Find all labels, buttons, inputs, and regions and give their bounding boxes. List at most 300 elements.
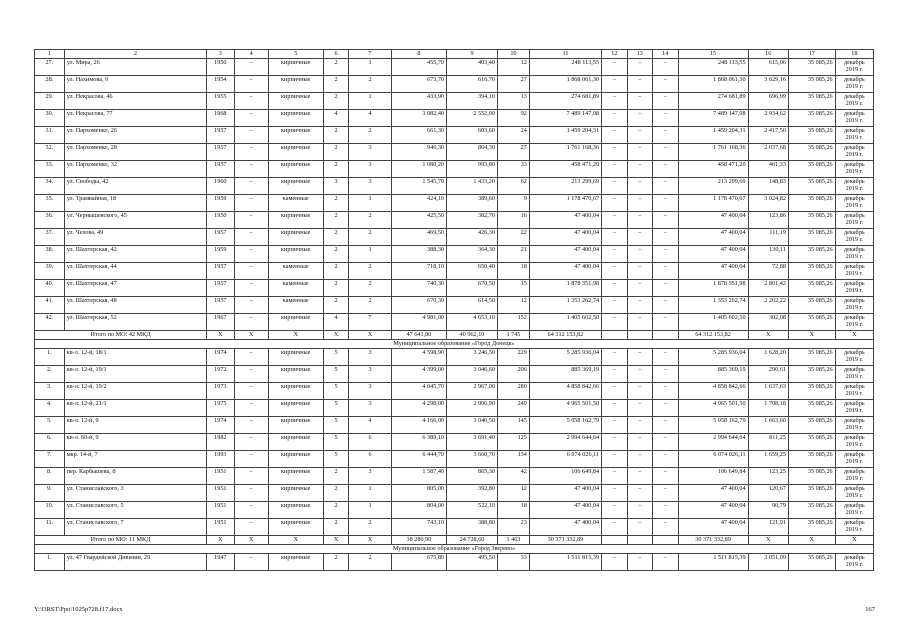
total-row bbox=[35, 536, 874, 545]
table-cell: 2 994 644,64 bbox=[529, 434, 601, 451]
table-row bbox=[35, 161, 874, 178]
table-cell: 1974 bbox=[207, 349, 235, 366]
municipality-heading: Муниципальное образование «Город Донецк» bbox=[35, 340, 874, 349]
table-cell: 148,83 bbox=[748, 178, 788, 195]
table-cell: 35. bbox=[35, 195, 65, 212]
table-cell: 7. bbox=[35, 451, 65, 468]
table-cell: кирпичные bbox=[268, 76, 323, 93]
table-cell: – bbox=[234, 383, 268, 400]
table-cell: – bbox=[653, 485, 678, 502]
table-cell: 47 400,04 bbox=[529, 246, 601, 263]
table-cell: 29. bbox=[35, 93, 65, 110]
table-cell: 1 bbox=[349, 502, 391, 519]
table-cell: 1947 bbox=[207, 554, 235, 571]
table-cell: – bbox=[653, 383, 678, 400]
table-cell: 495,50 bbox=[447, 554, 498, 571]
table-cell: – bbox=[234, 366, 268, 383]
table-cell: кирпичные bbox=[268, 59, 323, 76]
table-cell: ул. Шахтерская, 44 bbox=[64, 263, 206, 280]
table-cell: 2 bbox=[349, 263, 391, 280]
table-cell: 3 bbox=[349, 366, 391, 383]
table-cell: 1950 bbox=[207, 212, 235, 229]
table-cell: 1957 bbox=[207, 144, 235, 161]
table-cell: кирпичные bbox=[268, 383, 323, 400]
table-cell: – bbox=[653, 161, 678, 178]
table-cell: – bbox=[627, 93, 652, 110]
total-cell bbox=[602, 331, 627, 340]
table-cell: 4 981,00 bbox=[391, 314, 446, 331]
table-row bbox=[35, 366, 874, 383]
table-cell: 2 bbox=[323, 263, 348, 280]
table-cell: 35 085,26 bbox=[788, 451, 835, 468]
table-cell: 6 389,10 bbox=[391, 434, 446, 451]
table-cell: 2 037,68 bbox=[748, 144, 788, 161]
table-cell: 1 587,40 bbox=[391, 468, 446, 485]
table-cell: 47 400,04 bbox=[529, 212, 601, 229]
table-cell: кв-л. 60-й, 9 bbox=[64, 434, 206, 451]
table-cell: 248 113,55 bbox=[529, 59, 601, 76]
table-cell: – bbox=[602, 263, 627, 280]
table-cell: 615,06 bbox=[748, 59, 788, 76]
table-cell: 2 bbox=[349, 229, 391, 246]
table-cell: 12 bbox=[497, 485, 529, 502]
table-cell: – bbox=[653, 212, 678, 229]
table-cell: кирпичные bbox=[268, 144, 323, 161]
table-cell: 1 405 602,50 bbox=[678, 314, 748, 331]
table-cell: ул. Пархоменко, 28 bbox=[64, 144, 206, 161]
table-cell: 16 bbox=[497, 212, 529, 229]
table-cell: 2 bbox=[349, 519, 391, 536]
table-cell: – bbox=[602, 434, 627, 451]
table-cell: 35 085,26 bbox=[788, 263, 835, 280]
table-cell: 1982 bbox=[207, 434, 235, 451]
table-cell: декабрь 2019 г. bbox=[835, 400, 873, 417]
table-cell: 47 400,04 bbox=[678, 246, 748, 263]
table-cell: 6. bbox=[35, 434, 65, 451]
table-cell: декабрь 2019 г. bbox=[835, 383, 873, 400]
table-cell: – bbox=[627, 110, 652, 127]
table-cell: 673,70 bbox=[391, 76, 446, 93]
table-cell: ул. 47 Гвардейской Дивизии, 29 bbox=[64, 554, 206, 571]
table-cell: ул. Пархоменко, 26 bbox=[64, 127, 206, 144]
total-cell: X bbox=[349, 536, 391, 545]
table-row bbox=[35, 195, 874, 212]
table-cell: 1 545,70 bbox=[391, 178, 446, 195]
table-cell: ул. Пархоменко, 32 bbox=[64, 161, 206, 178]
table-cell: – bbox=[627, 144, 652, 161]
table-cell: – bbox=[627, 366, 652, 383]
table-cell: 388,30 bbox=[391, 246, 446, 263]
table-cell: – bbox=[234, 212, 268, 229]
municipality-heading-row bbox=[35, 340, 874, 349]
table-cell: кв-л. 12-й, 21/1 bbox=[64, 400, 206, 417]
document-page bbox=[34, 49, 874, 571]
table-cell: 1975 bbox=[207, 400, 235, 417]
table-cell: 426,30 bbox=[447, 229, 498, 246]
table-cell: 469,50 bbox=[391, 229, 446, 246]
table-row bbox=[35, 451, 874, 468]
table-cell: – bbox=[653, 144, 678, 161]
table-cell: декабрь 2019 г. bbox=[835, 76, 873, 93]
table-cell: – bbox=[234, 246, 268, 263]
table-cell: – bbox=[602, 93, 627, 110]
table-cell: 280 bbox=[497, 383, 529, 400]
table-cell: 229 bbox=[497, 349, 529, 366]
table-cell: кирпичные bbox=[268, 127, 323, 144]
table-cell: 47 400,04 bbox=[529, 229, 601, 246]
table-cell: 946,30 bbox=[391, 144, 446, 161]
table-cell: 1993 bbox=[207, 451, 235, 468]
table-cell: декабрь 2019 г. bbox=[835, 554, 873, 571]
table-row bbox=[35, 229, 874, 246]
table-row bbox=[35, 297, 874, 314]
table-cell: – bbox=[653, 195, 678, 212]
table-cell: 1 353 262,74 bbox=[529, 297, 601, 314]
table-row bbox=[35, 263, 874, 280]
municipality-heading: Муниципальное образование «Город Зверево» bbox=[35, 545, 874, 554]
table-row bbox=[35, 383, 874, 400]
table-cell: 10. bbox=[35, 502, 65, 519]
table-cell: 1 761 168,36 bbox=[529, 144, 601, 161]
table-cell: – bbox=[653, 417, 678, 434]
table-cell: 675,80 bbox=[391, 554, 446, 571]
table-cell: – bbox=[627, 297, 652, 314]
table-cell: декабрь 2019 г. bbox=[835, 144, 873, 161]
table-cell: 2 801,42 bbox=[748, 280, 788, 297]
table-cell: кирпичные bbox=[268, 417, 323, 434]
table-cell: 123,86 bbox=[748, 212, 788, 229]
table-cell: 661,30 bbox=[391, 127, 446, 144]
table-cell: 22 bbox=[497, 229, 529, 246]
table-cell: 35 085,26 bbox=[788, 485, 835, 502]
table-cell: – bbox=[234, 400, 268, 417]
table-cell: 2 bbox=[349, 127, 391, 144]
table-cell: 248 113,55 bbox=[678, 59, 748, 76]
table-cell: 2 bbox=[323, 144, 348, 161]
table-cell: 1. bbox=[35, 349, 65, 366]
table-cell: 106 649,84 bbox=[678, 468, 748, 485]
table-cell: 2 bbox=[349, 76, 391, 93]
table-cell: 5 058 162,79 bbox=[678, 417, 748, 434]
table-cell: – bbox=[602, 554, 627, 571]
table-cell: кирпичные bbox=[268, 349, 323, 366]
table-cell: 1 868 061,30 bbox=[529, 76, 601, 93]
table-cell: 885 369,19 bbox=[678, 366, 748, 383]
table-cell: 616,70 bbox=[447, 76, 498, 93]
total-cell: X bbox=[748, 331, 788, 340]
table-cell: 3 040,50 bbox=[447, 417, 498, 434]
table-cell: 455,70 bbox=[391, 59, 446, 76]
table-cell: – bbox=[653, 314, 678, 331]
table-cell: – bbox=[234, 178, 268, 195]
table-cell: кирпичные bbox=[268, 451, 323, 468]
table-cell: 1 bbox=[349, 246, 391, 263]
total-cell: 64 312 153,82 bbox=[529, 331, 601, 340]
table-cell: 2 bbox=[323, 468, 348, 485]
table-cell: 3 051,09 bbox=[748, 554, 788, 571]
table-cell: 3 bbox=[349, 178, 391, 195]
table-cell: ул. Шахтерская, 42 bbox=[64, 246, 206, 263]
table-cell: – bbox=[627, 468, 652, 485]
table-cell: – bbox=[602, 76, 627, 93]
table-cell: – bbox=[234, 485, 268, 502]
table-cell: 3 bbox=[349, 144, 391, 161]
table-cell: 35 085,26 bbox=[788, 93, 835, 110]
table-cell: – bbox=[627, 229, 652, 246]
table-cell: кирпичные bbox=[268, 434, 323, 451]
total-cell: X bbox=[207, 536, 235, 545]
table-cell: ул. Чехова, 49 bbox=[64, 229, 206, 246]
table-cell: 1 bbox=[349, 195, 391, 212]
total-cell: 38 280,90 bbox=[391, 536, 446, 545]
table-cell: 811,25 bbox=[748, 434, 788, 451]
table-cell: – bbox=[602, 519, 627, 536]
table-cell: – bbox=[602, 280, 627, 297]
table-cell: 424,10 bbox=[391, 195, 446, 212]
table-cell: 2 bbox=[349, 554, 391, 571]
table-cell: декабрь 2019 г. bbox=[835, 485, 873, 502]
table-cell: 5 bbox=[323, 400, 348, 417]
table-cell: 6 444,70 bbox=[391, 451, 446, 468]
table-cell: – bbox=[627, 161, 652, 178]
table-cell: 4 965 501,50 bbox=[678, 400, 748, 417]
table-cell: 993,80 bbox=[447, 161, 498, 178]
table-cell: 670,30 bbox=[391, 297, 446, 314]
table-cell: 5. bbox=[35, 417, 65, 434]
table-cell: 9 bbox=[497, 195, 529, 212]
table-cell: 35 085,26 bbox=[788, 297, 835, 314]
table-cell: 35 085,26 bbox=[788, 554, 835, 571]
table-cell: 6 bbox=[349, 434, 391, 451]
table-cell: 302,08 bbox=[748, 314, 788, 331]
table-cell: кирпичные bbox=[268, 366, 323, 383]
total-cell: X bbox=[835, 536, 873, 545]
table-row bbox=[35, 468, 874, 485]
table-cell: 4 bbox=[349, 110, 391, 127]
table-cell: 2 bbox=[64, 50, 206, 59]
total-cell: X bbox=[788, 331, 835, 340]
total-cell: X bbox=[748, 536, 788, 545]
table-cell: 1973 bbox=[207, 383, 235, 400]
table-cell: 6 bbox=[323, 50, 348, 59]
table-cell: 1 080,20 bbox=[391, 161, 446, 178]
table-cell: 2 bbox=[323, 280, 348, 297]
table-cell: 1968 bbox=[207, 110, 235, 127]
table-cell: – bbox=[653, 400, 678, 417]
table-row bbox=[35, 246, 874, 263]
table-cell: – bbox=[627, 280, 652, 297]
table-cell: – bbox=[653, 468, 678, 485]
table-cell: 4 598,90 bbox=[391, 349, 446, 366]
table-cell: – bbox=[602, 417, 627, 434]
table-cell: 743,10 bbox=[391, 519, 446, 536]
table-cell: 47 400,04 bbox=[678, 263, 748, 280]
table-cell: кирпичные bbox=[268, 212, 323, 229]
table-cell: 382,70 bbox=[447, 212, 498, 229]
table-cell: 433,90 bbox=[391, 93, 446, 110]
table-cell: 38. bbox=[35, 246, 65, 263]
table-cell: 16 bbox=[748, 50, 788, 59]
table-cell: 1 178 470,67 bbox=[529, 195, 601, 212]
total-cell: 1 745 bbox=[497, 331, 529, 340]
table-cell: 4 858 842,66 bbox=[529, 383, 601, 400]
table-cell: 35 085,26 bbox=[788, 519, 835, 536]
table-cell: 1974 bbox=[207, 417, 235, 434]
table-cell: – bbox=[627, 434, 652, 451]
table-cell: 134 bbox=[497, 451, 529, 468]
table-cell: 106 649,84 bbox=[529, 468, 601, 485]
table-cell: 33 bbox=[497, 554, 529, 571]
table-cell: 3 bbox=[349, 161, 391, 178]
table-cell: 3 660,70 bbox=[447, 451, 498, 468]
table-cell: – bbox=[627, 383, 652, 400]
table-cell: 274 681,89 bbox=[678, 93, 748, 110]
table-cell: 23 bbox=[497, 519, 529, 536]
table-cell: 5 bbox=[323, 366, 348, 383]
table-row bbox=[35, 519, 874, 536]
table-row bbox=[35, 93, 874, 110]
table-cell: кв-л. 12-й, 18/1 bbox=[64, 349, 206, 366]
table-cell: – bbox=[653, 366, 678, 383]
table-cell: 3 bbox=[349, 349, 391, 366]
table-cell: 392,80 bbox=[447, 485, 498, 502]
table-cell: 7 489 147,08 bbox=[678, 110, 748, 127]
table-row bbox=[35, 144, 874, 161]
table-cell: 614,50 bbox=[447, 297, 498, 314]
table-cell: 1957 bbox=[207, 161, 235, 178]
table-cell: кирпичные bbox=[268, 502, 323, 519]
table-cell: 2 bbox=[323, 502, 348, 519]
table-cell: 28. bbox=[35, 76, 65, 93]
table-row bbox=[35, 280, 874, 297]
table-cell: 1 353 262,74 bbox=[678, 297, 748, 314]
table-cell: 696,99 bbox=[748, 93, 788, 110]
table-cell: каменные bbox=[268, 280, 323, 297]
table-cell: 2 bbox=[349, 212, 391, 229]
table-cell: 1 878 351,98 bbox=[529, 280, 601, 297]
table-cell: 37. bbox=[35, 229, 65, 246]
table-cell: – bbox=[627, 263, 652, 280]
table-cell: декабрь 2019 г. bbox=[835, 229, 873, 246]
table-cell: – bbox=[653, 280, 678, 297]
table-cell: 15 bbox=[678, 50, 748, 59]
table-cell: 804,00 bbox=[391, 502, 446, 519]
table-cell: – bbox=[653, 76, 678, 93]
table-cell: 35 085,26 bbox=[788, 229, 835, 246]
table-cell: 2 bbox=[349, 280, 391, 297]
table-cell: 2 bbox=[323, 59, 348, 76]
table-cell: – bbox=[653, 519, 678, 536]
table-cell: 111,19 bbox=[748, 229, 788, 246]
total-cell: X bbox=[788, 536, 835, 545]
total-cell: 47 641,80 bbox=[391, 331, 446, 340]
table-cell: 2 bbox=[323, 212, 348, 229]
table-cell: – bbox=[234, 519, 268, 536]
table-cell: – bbox=[234, 468, 268, 485]
total-cell: 1 463 bbox=[497, 536, 529, 545]
table-cell: кирпичные bbox=[268, 314, 323, 331]
table-cell: кв-л. 12-й, 19/1 bbox=[64, 366, 206, 383]
table-cell: – bbox=[602, 400, 627, 417]
column-number-row bbox=[35, 50, 874, 59]
housing-table bbox=[34, 49, 874, 571]
table-cell: 2 bbox=[323, 485, 348, 502]
table-cell: ул. Некрасова, 77 bbox=[64, 110, 206, 127]
table-cell: 1957 bbox=[207, 280, 235, 297]
table-cell: 1954 bbox=[207, 76, 235, 93]
table-cell: 35 085,26 bbox=[788, 59, 835, 76]
table-cell: 2 417,50 bbox=[748, 127, 788, 144]
table-cell: 4 166,00 bbox=[391, 417, 446, 434]
table-cell: – bbox=[653, 263, 678, 280]
table-cell: – bbox=[234, 502, 268, 519]
table-cell: 4 bbox=[234, 50, 268, 59]
table-cell: 36. bbox=[35, 212, 65, 229]
table-cell: 2 bbox=[323, 246, 348, 263]
table-cell: 4 bbox=[349, 417, 391, 434]
table-cell: 2 934,62 bbox=[748, 110, 788, 127]
table-cell: 8. bbox=[35, 468, 65, 485]
table-cell: – bbox=[653, 110, 678, 127]
table-cell: ул. Шахтерская, 47 bbox=[64, 280, 206, 297]
table-cell: 1 659,25 bbox=[748, 451, 788, 468]
table-cell: 1957 bbox=[207, 229, 235, 246]
table-cell: ул. Нахимова, 9 bbox=[64, 76, 206, 93]
table-cell: декабрь 2019 г. bbox=[835, 93, 873, 110]
table-cell: 3 246,50 bbox=[447, 349, 498, 366]
table-cell: 603,60 bbox=[447, 127, 498, 144]
table-row bbox=[35, 314, 874, 331]
total-row bbox=[35, 331, 874, 340]
table-row bbox=[35, 554, 874, 571]
table-cell: 24 bbox=[497, 127, 529, 144]
table-cell: – bbox=[234, 451, 268, 468]
table-cell: 9. bbox=[35, 485, 65, 502]
table-cell: 47 400,04 bbox=[529, 263, 601, 280]
table-row bbox=[35, 59, 874, 76]
table-cell: – bbox=[602, 383, 627, 400]
table-cell: 458 471,20 bbox=[678, 161, 748, 178]
table-cell: 274 681,89 bbox=[529, 93, 601, 110]
table-cell: декабрь 2019 г. bbox=[835, 59, 873, 76]
table-cell: – bbox=[234, 314, 268, 331]
table-cell: – bbox=[627, 127, 652, 144]
table-cell: – bbox=[627, 554, 652, 571]
table-cell: 1951 bbox=[207, 485, 235, 502]
table-cell: 92 bbox=[497, 110, 529, 127]
table-cell: 1 761 168,36 bbox=[678, 144, 748, 161]
total-cell: X bbox=[835, 331, 873, 340]
table-cell: кв-л. 12-й, 9 bbox=[64, 417, 206, 434]
table-cell: – bbox=[627, 451, 652, 468]
table-cell: 35 085,26 bbox=[788, 246, 835, 263]
table-cell: 1951 bbox=[207, 502, 235, 519]
table-cell: 9 bbox=[447, 50, 498, 59]
table-cell: – bbox=[653, 59, 678, 76]
table-cell: декабрь 2019 г. bbox=[835, 314, 873, 331]
table-cell: 3 691,40 bbox=[447, 434, 498, 451]
table-cell: 1 628,20 bbox=[748, 349, 788, 366]
table-cell: ул. Мира, 26 bbox=[64, 59, 206, 76]
table-cell: 1 878 351,98 bbox=[678, 280, 748, 297]
table-cell: кирпичные bbox=[268, 178, 323, 195]
table-cell: 14 bbox=[653, 50, 678, 59]
table-cell: 15 bbox=[497, 280, 529, 297]
table-cell: – bbox=[653, 502, 678, 519]
table-cell: 47 400,04 bbox=[678, 519, 748, 536]
table-cell: 35 085,26 bbox=[788, 434, 835, 451]
table-cell: 27. bbox=[35, 59, 65, 76]
